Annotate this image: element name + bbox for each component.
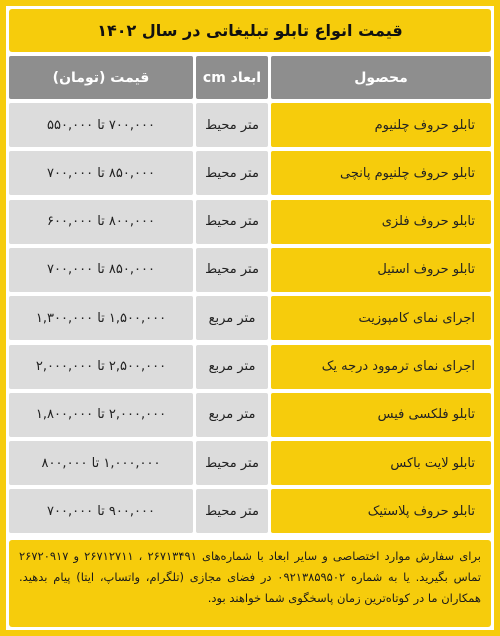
price-cell: ۱,۰۰۰,۰۰۰ تا ۸۰۰,۰۰۰ — [9, 441, 193, 485]
product-cell: تابلو حروف چلنیوم پانچی — [271, 151, 491, 195]
dimension-cell: متر مربع — [196, 393, 268, 437]
dimension-cell: متر مربع — [196, 296, 268, 340]
price-cell: ۸۵۰,۰۰۰ تا ۷۰۰,۰۰۰ — [9, 248, 193, 292]
product-cell: تابلو حروف فلزی — [271, 200, 491, 244]
product-cell: تابلو حروف استیل — [271, 248, 491, 292]
dimension-cell: متر محیط — [196, 248, 268, 292]
price-cell: ۹۰۰,۰۰۰ تا ۷۰۰,۰۰۰ — [9, 489, 193, 533]
price-cell: ۱,۵۰۰,۰۰۰ تا ۱,۳۰۰,۰۰۰ — [9, 296, 193, 340]
dimension-cell: متر محیط — [196, 200, 268, 244]
product-cell: تابلو فلکسی فیس — [271, 393, 491, 437]
dimension-cell: متر محیط — [196, 489, 268, 533]
dimension-cell: متر مربع — [196, 345, 268, 389]
dimension-cell: متر محیط — [196, 151, 268, 195]
header-price: قیمت (تومان) — [9, 56, 193, 99]
header-dimension: ابعاد cm — [196, 56, 268, 99]
product-cell: تابلو لایت باکس — [271, 441, 491, 485]
product-cell: تابلو حروف پلاستیک — [271, 489, 491, 533]
product-cell: اجرای نمای کامپوزیت — [271, 296, 491, 340]
price-cell: ۲,۵۰۰,۰۰۰ تا ۲,۰۰۰,۰۰۰ — [9, 345, 193, 389]
dimension-cell: متر محیط — [196, 441, 268, 485]
contact-note: برای سفارش موارد اختصاصی و سایر ابعاد با شماره‌های ۲۶۷۱۳۴۹۱ ، ۲۶۷۱۲۷۱۱ و ۲۶۷۲۰۹۱۷ تماس بگیرید. یا به شماره ۰۹۲۱۳۸۵۹۵۰۲ در فضای مجازی (تلگرام، واتساپ، ایتا) پیام بدهید. همکاران ما در کوتاه‌ترین زمان پاسخگوی شما خواهند بود. — [9, 540, 491, 627]
price-card — [6, 6, 494, 630]
header-product: محصول — [271, 56, 491, 99]
price-cell: ۸۰۰,۰۰۰ تا ۶۰۰,۰۰۰ — [9, 200, 193, 244]
price-cell: ۲,۰۰۰,۰۰۰ تا ۱,۸۰۰,۰۰۰ — [9, 393, 193, 437]
dimension-cell: متر محیط — [196, 103, 268, 147]
product-cell: تابلو حروف چلنیوم — [271, 103, 491, 147]
product-cell: اجرای نمای ترموود درجه یک — [271, 345, 491, 389]
price-cell: ۷۰۰,۰۰۰ تا ۵۵۰,۰۰۰ — [9, 103, 193, 147]
page-title: قیمت انواع تابلو تبلیغاتی در سال ۱۴۰۲ — [9, 9, 491, 52]
price-cell: ۸۵۰,۰۰۰ تا ۷۰۰,۰۰۰ — [9, 151, 193, 195]
